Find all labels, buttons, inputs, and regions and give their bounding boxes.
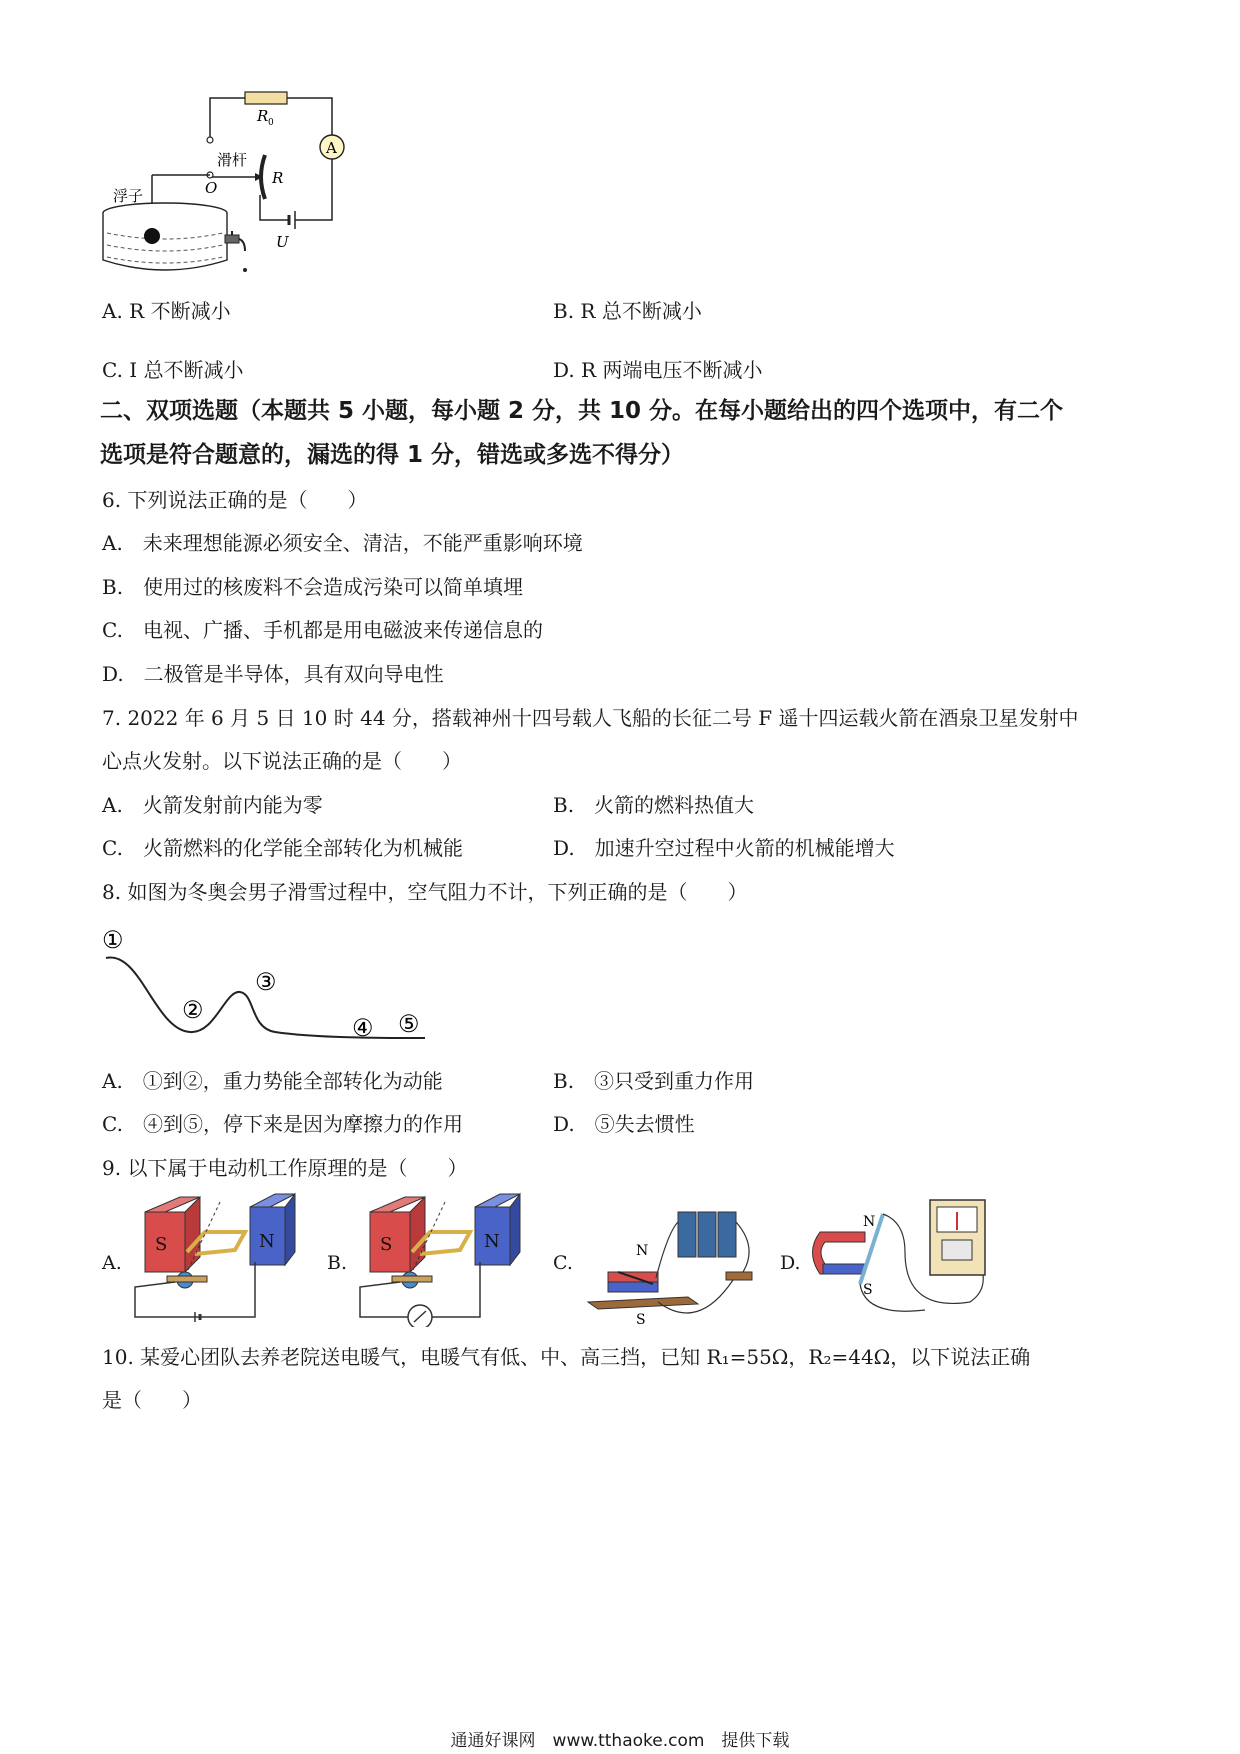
marker-5: ⑤ [398,1010,420,1038]
marker-2: ② [182,996,204,1024]
q5-option-b: B. R 总不断减小 [553,299,702,323]
marker-3: ③ [255,968,277,996]
q9-figure-d-induction [805,1192,995,1327]
q9-stem: 9. 以下属于电动机工作原理的是（ ） [102,1156,468,1180]
q10-stem-line1: 10. 某爱心团队去养老院送电暖气，电暖气有低、中、高三挡，已知 R₁=55Ω，R₂=44Ω，以下说法正确 [102,1345,1031,1369]
r0-label: R [257,107,269,125]
q5-option-a: A. R 不断减小 [102,299,231,323]
magnet-s-d: S [863,1282,873,1298]
magnet-s-b: S [380,1234,393,1255]
q8-option-a: A. ①到②，重力势能全部转化为动能 [102,1069,443,1093]
magnet-n-c: N [636,1243,649,1259]
q6-option-a: A. 未来理想能源必须安全、清洁，不能严重影响环境 [102,531,583,555]
q9-figure-a-motor [125,1192,315,1327]
q6-option-d: D. 二极管是半导体，具有双向导电性 [102,662,444,686]
magnet-s-a: S [155,1234,168,1255]
q9-label-a: A. [102,1252,122,1274]
marker-4: ④ [352,1014,374,1042]
float-label: 浮子 [113,187,144,205]
ammeter-label: A [326,139,337,157]
pivot-label: O [205,179,218,197]
q6-stem: 6. 下列说法正确的是（ ） [102,488,368,512]
q7-option-a: A. 火箭发射前内能为零 [102,793,323,817]
magnet-s-c: S [636,1312,646,1327]
q8-option-d: D. ⑤失去惯性 [553,1112,695,1136]
marker-1: ① [102,926,124,954]
ski-slope-figure [100,920,440,1050]
rheostat-label: R [272,169,284,187]
q9-figure-c-electromagnet [578,1192,768,1327]
q7-option-d: D. 加速升空过程中火箭的机械能增大 [553,836,895,860]
q5-option-d: D. R 两端电压不断减小 [553,358,763,382]
q8-option-b: B. ③只受到重力作用 [553,1069,755,1093]
magnet-n-b: N [484,1231,500,1252]
q7-stem-line1: 7. 2022 年 6 月 5 日 10 时 44 分，搭载神州十四号载人飞船的长征二号 F 遥十四运载火箭在酒泉卫星发射中 [102,706,1079,730]
q9-label-d: D. [780,1252,801,1274]
q5-option-c: C. I 总不断减小 [102,358,244,382]
q10-stem-line2: 是（ ） [102,1388,202,1412]
q7-option-b: B. 火箭的燃料热值大 [553,793,755,817]
r0-subscript: 0 [268,118,274,128]
magnet-n-d: N [863,1214,876,1230]
q8-stem: 8. 如图为冬奥会男子滑雪过程中，空气阻力不计，下列正确的是（ ） [102,880,748,904]
q6-option-c: C. 电视、广播、手机都是用电磁波来传递信息的 [102,618,543,642]
magnet-n-a: N [259,1231,275,1252]
slider-label: 滑杆 [217,151,248,169]
q9-label-b: B. [327,1252,348,1274]
float-circuit-figure [95,85,395,285]
page-footer: 通通好课网 www.tthaoke.com 提供下载 [450,1731,790,1751]
q7-stem-line2: 心点火发射。以下说法正确的是（ ） [102,749,462,773]
voltage-label: U [276,233,289,251]
section2-heading-line1: 二、双项选题（本题共 5 小题，每小题 2 分，共 10 分。在每小题给出的四个选项中，有二个 [100,398,1064,424]
q8-option-c: C. ④到⑤，停下来是因为摩擦力的作用 [102,1112,463,1136]
q9-label-c: C. [553,1252,573,1274]
q9-figure-b-generator [350,1192,540,1327]
section2-heading-line2: 选项是符合题意的，漏选的得 1 分，错选或多选不得分） [100,442,685,468]
q6-option-b: B. 使用过的核废料不会造成污染可以简单填埋 [102,575,524,599]
q7-option-c: C. 火箭燃料的化学能全部转化为机械能 [102,836,463,860]
